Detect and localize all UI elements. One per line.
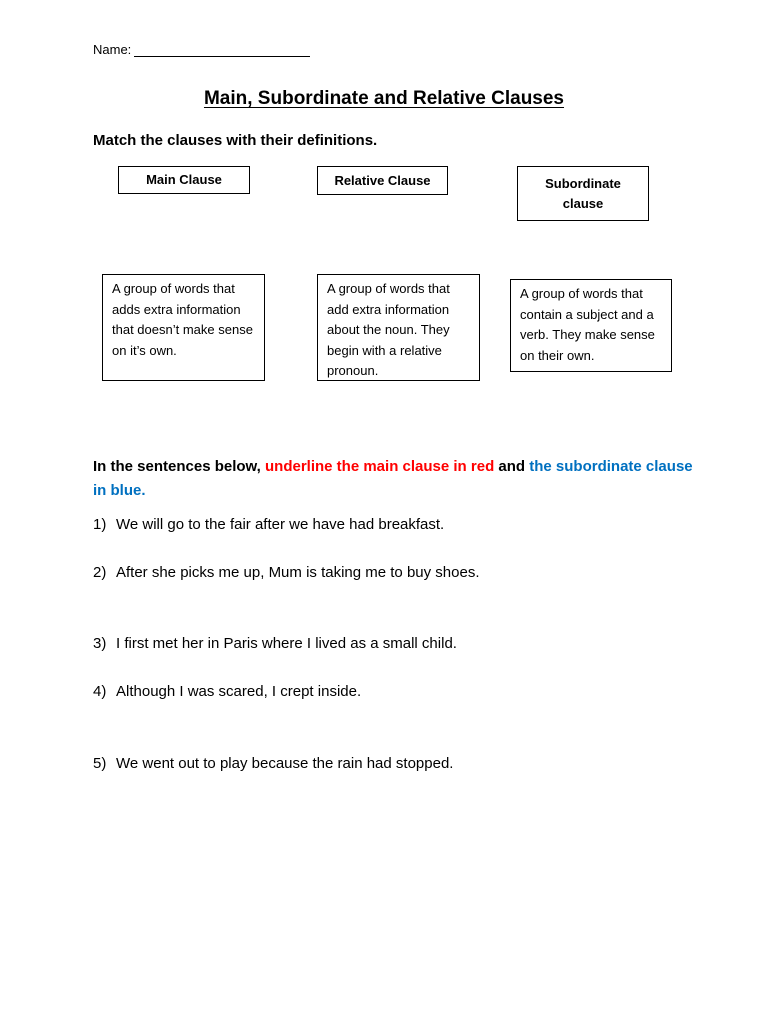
worksheet-title — [0, 88, 768, 110]
sentence-number: 1) — [93, 516, 107, 533]
sentence-text[interactable]: We went out to play because the rain had stopped. — [116, 755, 454, 772]
sentence-text[interactable]: I first met her in Paris where I lived as a small child. — [116, 635, 457, 652]
matching-instruction: Match the clauses with their definitions. — [93, 132, 378, 149]
sentence-text[interactable]: After she picks me up, Mum is taking me to buy shoes. — [116, 564, 480, 581]
title-text: Main, Subordinate and Relative Clauses — [203, 88, 565, 109]
instruction-lead: In the sentences below, — [93, 458, 265, 475]
definition-text: A group of words that add extra information about the noun. They begin with a relative pronoun. — [327, 281, 450, 378]
definition-box-1 — [102, 274, 265, 381]
term-box-relative-clause — [317, 166, 448, 195]
definition-box-2 — [317, 274, 480, 381]
term-label: Main Clause — [146, 172, 222, 187]
sentence-item — [93, 635, 457, 652]
sentence-text[interactable]: Although I was scared, I crept inside. — [116, 683, 362, 700]
definition-box-3 — [510, 279, 672, 372]
term-label: Relative Clause — [334, 172, 431, 188]
sentence-item — [93, 516, 444, 533]
underline-instruction — [93, 455, 693, 503]
sentence-number: 3) — [93, 635, 107, 652]
term-label: Subordinate clause — [545, 175, 621, 211]
name-label: Name: — [93, 42, 132, 57]
sentence-number: 4) — [93, 683, 107, 700]
sentence-item — [93, 564, 480, 581]
sentence-text[interactable]: We will go to the fair after we have had breakfast. — [116, 516, 445, 533]
name-field — [93, 42, 310, 57]
instruction-subordinate-clause-blue: the subordinate clause in blue. — [93, 458, 693, 499]
instruction-main-clause-red: underline the main clause in red — [265, 458, 495, 475]
sentence-number: 5) — [93, 755, 107, 772]
term-box-main-clause — [118, 166, 250, 194]
instruction-and: and — [494, 458, 530, 475]
term-box-subordinate-clause — [517, 166, 649, 221]
sentence-number: 2) — [93, 564, 107, 581]
sentence-item — [93, 683, 361, 700]
definition-text: A group of words that contain a subject and a verb. They make sense on their own. — [520, 286, 655, 363]
definition-text: A group of words that adds extra information that doesn’t make sense on it’s own. — [112, 281, 253, 358]
sentence-item — [93, 755, 453, 772]
name-blank-line[interactable] — [134, 43, 310, 57]
